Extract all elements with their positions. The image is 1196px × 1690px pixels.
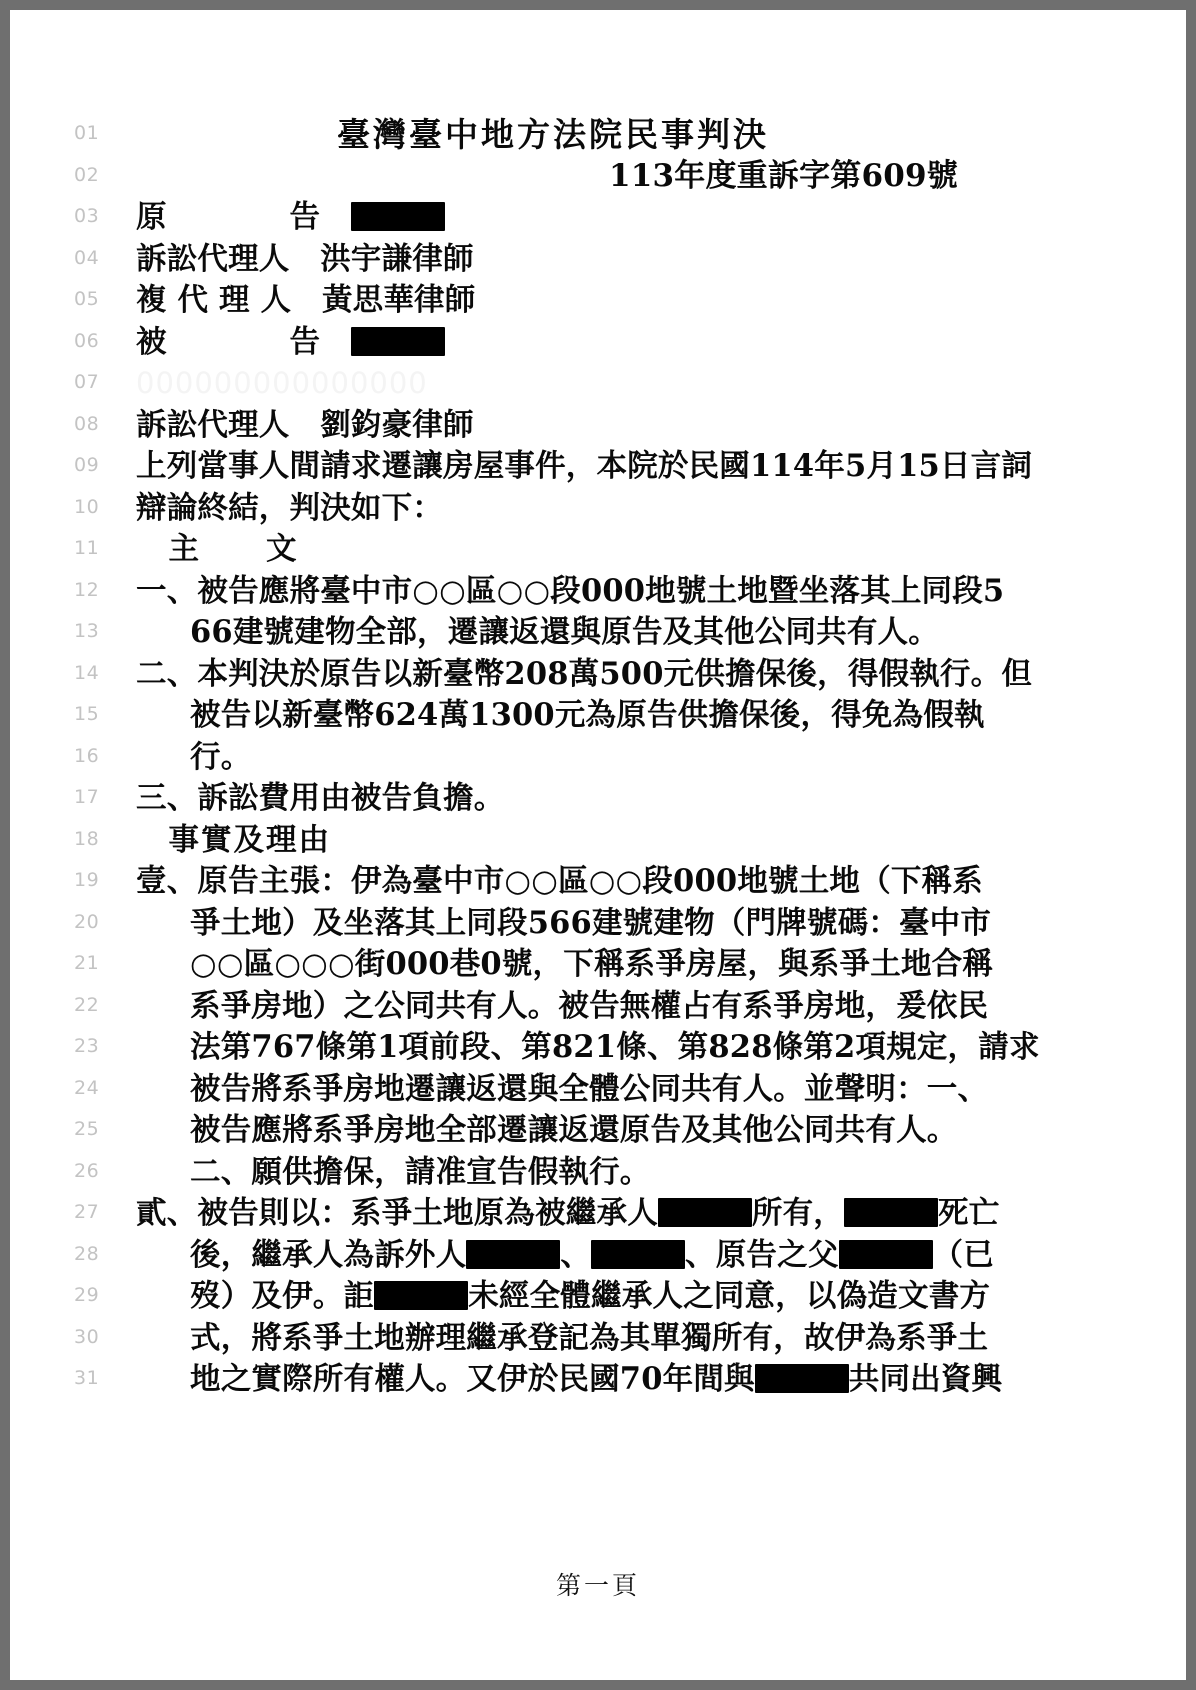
- line-number: 03: [74, 205, 100, 227]
- document-line: [10, 1027, 1186, 1069]
- document-line: [10, 488, 1186, 530]
- line-text: [136, 529, 1156, 571]
- document-line: [10, 612, 1186, 654]
- line-number: 09: [74, 454, 100, 476]
- document-line: [10, 363, 1186, 405]
- line-text: [136, 778, 1156, 820]
- line-text-content: 法第767條第1項前段、第821條、第828條第2項規定，請求: [190, 1029, 1040, 1065]
- document-line: [10, 654, 1186, 696]
- line-text-content: 上列當事人間請求遷讓房屋事件，本院於民國114年5月15日言詞: [136, 448, 1033, 484]
- document-line: [10, 1318, 1186, 1360]
- line-number: 20: [74, 910, 100, 933]
- line-text: [136, 488, 1156, 530]
- line-text: [190, 1152, 1156, 1194]
- document-line: [10, 571, 1186, 613]
- line-number: 05: [74, 288, 100, 310]
- line-number: 31: [74, 1367, 100, 1389]
- line-text-content: 被告以新臺幣624萬1300元為原告供擔保後，得免為假執: [190, 697, 985, 733]
- line-text-segment: 歿）及伊。詎: [190, 1278, 375, 1314]
- line-text: [136, 197, 1156, 239]
- redaction-bar: [374, 1281, 468, 1310]
- line-number: 14: [74, 661, 100, 684]
- line-number: 29: [74, 1284, 100, 1306]
- document-line: [10, 1152, 1186, 1194]
- line-number: 02: [74, 163, 100, 186]
- document-line: [10, 197, 1186, 239]
- line-number: 26: [74, 1159, 100, 1182]
- line-number: 04: [74, 246, 100, 269]
- line-number: 22: [74, 993, 100, 1016]
- document-line: [10, 1069, 1186, 1111]
- line-text-content: ○○區○○○街000巷0號，下稱系爭房屋，與系爭土地合稱: [190, 946, 994, 982]
- document-line: [10, 1276, 1186, 1318]
- line-text: [190, 1069, 1156, 1111]
- line-number: 18: [74, 827, 100, 850]
- line-text-content: 爭土地）及坐落其上同段566建號建物（門牌號碼：臺中市: [190, 904, 992, 941]
- redaction-bar: [844, 1198, 938, 1227]
- line-text-content: 訴訟代理人 劉鈞豪律師: [136, 406, 474, 443]
- line-text: [136, 280, 1156, 322]
- document-line: [10, 1193, 1186, 1235]
- redaction-bar: [755, 1364, 849, 1393]
- document-line: [10, 778, 1186, 820]
- redaction-bar: [839, 1240, 933, 1269]
- line-text-content: 辯論終結，判決如下：: [136, 489, 443, 526]
- line-text-segment: 共同出資興: [848, 1361, 1003, 1397]
- line-number: 06: [74, 329, 100, 352]
- line-number: 23: [74, 1035, 100, 1057]
- redaction-bar: [466, 1240, 560, 1269]
- line-text: [190, 612, 1156, 654]
- page-footer: 第一頁: [555, 1571, 640, 1600]
- document-line: [10, 695, 1186, 737]
- document-line: [10, 903, 1186, 945]
- line-text-segment: 後，繼承人為訴外人: [190, 1236, 467, 1273]
- line-text-content: 臺灣臺中地方法院民事判決: [337, 115, 769, 154]
- line-text-content: 三、訴訟費用由被告負擔。: [136, 780, 505, 816]
- line-text: [190, 1235, 1156, 1277]
- document-line: [10, 446, 1186, 488]
- line-text: [136, 322, 1156, 364]
- line-text: [190, 1276, 1156, 1318]
- line-text-segment: 、: [560, 1236, 592, 1273]
- line-text-segment: 貳、被告則以：系爭土地原為被繼承人: [136, 1195, 658, 1231]
- document-body: [10, 114, 1186, 1401]
- line-text: [136, 1193, 1156, 1235]
- line-text-content: 二、願供擔保，請准宣告假執行。: [190, 1153, 651, 1190]
- document-line: [10, 529, 1186, 571]
- line-number: 25: [74, 1118, 100, 1140]
- line-text: [190, 903, 1156, 945]
- document-line: [10, 322, 1186, 364]
- document-line: [10, 1235, 1186, 1277]
- line-text-content: 訴訟代理人 洪宇謙律師: [136, 240, 474, 277]
- document-line: [10, 405, 1186, 447]
- line-text-segment: 地之實際所有權人。又伊於民國70年間與: [190, 1361, 755, 1397]
- line-text-content: 壹、原告主張：伊為臺中市○○區○○段000地號土地（下稱系: [136, 863, 983, 899]
- line-text-content: 原 告: [136, 199, 351, 235]
- line-number: 28: [74, 1242, 100, 1265]
- line-text-content: 複 代 理 人 黃思華律師: [136, 282, 476, 318]
- line-text-segment: 、原告之父: [685, 1236, 839, 1273]
- line-number: 30: [74, 1325, 100, 1348]
- document-line: [10, 1359, 1186, 1401]
- line-text: [190, 1027, 1156, 1069]
- line-text-content: 主 文: [136, 531, 299, 567]
- line-text-content: 一、被告應將臺中市○○區○○段000地號土地暨坐落其上同段5: [136, 572, 1005, 609]
- line-text-content: 66建號建物全部，遷讓返還與原告及其他公同共有人。: [190, 614, 939, 650]
- line-text: [136, 654, 1156, 696]
- line-text: [10, 156, 1186, 198]
- line-text: [10, 114, 1186, 156]
- line-text-segment: （已: [932, 1236, 994, 1273]
- line-number: 01: [74, 122, 100, 144]
- line-text: [136, 571, 1156, 613]
- line-text-content: 113年度重訴字第609號: [608, 157, 958, 194]
- line-number: 17: [74, 786, 100, 808]
- line-number: 16: [74, 744, 100, 767]
- line-number: 12: [74, 578, 100, 601]
- line-text: [190, 1318, 1156, 1360]
- document-line: [10, 861, 1186, 903]
- line-text: [190, 737, 1156, 779]
- line-number: 08: [74, 412, 100, 435]
- line-text-content: 系爭房地）之公同共有人。被告無權占有系爭房地，爰依民: [190, 987, 989, 1024]
- line-text: [136, 446, 1156, 488]
- line-text: [190, 1110, 1156, 1152]
- line-text: [136, 363, 1156, 405]
- line-text-content: 被告將系爭房地遷讓返還與全體公同共有人。並聲明：一、: [190, 1070, 989, 1107]
- line-text: [190, 944, 1156, 986]
- line-number: 10: [74, 495, 100, 518]
- line-text-segment: 未經全體繼承人之同意，以偽造文書方: [468, 1278, 991, 1314]
- document-line: [10, 986, 1186, 1028]
- line-number: 27: [74, 1201, 100, 1223]
- redaction-bar: [658, 1198, 752, 1227]
- document-line: [10, 114, 1186, 156]
- line-text: [136, 405, 1156, 447]
- line-text: [136, 820, 1156, 862]
- line-text-content: 被 告: [136, 323, 351, 360]
- line-text-segment: 所有，: [751, 1195, 845, 1231]
- line-number: 24: [74, 1076, 100, 1099]
- line-text-content: 被告應將系爭房地全部遷讓返還原告及其他公同共有人。: [190, 1112, 958, 1148]
- line-number: 11: [74, 537, 100, 559]
- line-text-content: 式，將系爭土地辦理繼承登記為其單獨所有，故伊為系爭土: [190, 1319, 989, 1356]
- line-number: 07: [74, 371, 100, 393]
- line-number: 19: [74, 869, 100, 891]
- redaction-bar: [351, 327, 445, 356]
- line-number: 15: [74, 703, 100, 725]
- line-number: 21: [74, 952, 100, 974]
- document-line: [10, 239, 1186, 281]
- document-line: [10, 820, 1186, 862]
- line-text: [190, 986, 1156, 1028]
- document-line: [10, 944, 1186, 986]
- document-line: [10, 1110, 1186, 1152]
- line-text-segment: 死亡: [938, 1195, 1000, 1231]
- line-text-content: 000000000000000: [136, 366, 428, 400]
- line-text: [190, 695, 1156, 737]
- document-line: [10, 737, 1186, 779]
- redaction-bar: [351, 202, 445, 231]
- line-text: [190, 1359, 1156, 1401]
- document-line: [10, 280, 1186, 322]
- line-text-content: 行。: [190, 738, 252, 775]
- line-text: [136, 861, 1156, 903]
- line-text: [136, 239, 1156, 281]
- line-text-content: 事實及理由: [136, 821, 331, 858]
- document-line: [10, 156, 1186, 198]
- redaction-bar: [591, 1240, 685, 1269]
- line-text-content: 二、本判決於原告以新臺幣208萬500元供擔保後，得假執行。但: [136, 655, 1033, 692]
- line-number: 13: [74, 620, 100, 642]
